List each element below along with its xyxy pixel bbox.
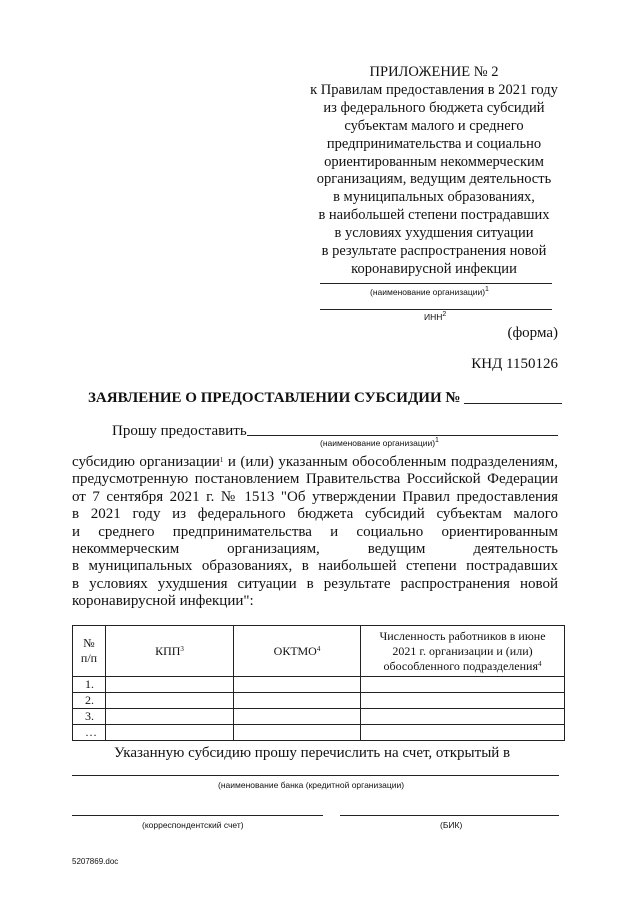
appendix-line: в результате распространения новой [321,243,547,260]
oktmo-cell[interactable] [234,725,361,741]
footnote-mark: 1 [219,456,224,464]
body-line: предусмотренную постановлением Правительства Российской Федерации [72,471,558,488]
footnote-mark: 2 [442,311,447,318]
appendix-line: предпринимательства и социально [326,135,542,152]
document-id: 5207869.doc [72,857,119,866]
employees-cell[interactable] [361,709,565,725]
kpp-cell[interactable] [106,709,234,725]
col-header-oktmo [234,626,361,677]
oktmo-cell[interactable] [234,677,361,693]
appendix-line: к Правилам предоставления в 2021 году [310,81,558,98]
row-number: 3. [73,709,106,725]
subdivisions-table [72,625,565,741]
col-header-kpp-text: КПП [155,643,181,658]
bik-caption: (БИК) [440,820,463,830]
inn-field[interactable] [320,309,552,310]
appendix-line: коронавирусной инфекции [351,260,517,277]
body-line: в муниципальных образованиях, в наибольшей степени пострадавших [72,558,558,575]
table-row [73,677,565,693]
body-line-start: субсидию организации [72,454,220,470]
body-line: в 2021 году из федерального бюджета субсидий субъектам малого [72,506,558,523]
body-line: коронавирусной инфекции": [72,593,254,610]
table-row [73,709,565,725]
appendix-line: ПРИЛОЖЕНИЕ № 2 [369,64,499,80]
org-name-caption [370,287,489,297]
appendix-header [300,64,568,279]
appendix-line: в наибольшей степени пострадавших [318,207,550,224]
employees-cell[interactable] [361,693,565,709]
kpp-cell[interactable] [106,693,234,709]
form-label: (форма) [507,325,558,341]
row-number: 2. [73,693,106,709]
employees-cell[interactable] [361,677,565,693]
inn-caption [424,312,446,322]
kpp-cell[interactable] [106,677,234,693]
appendix-line: из федерального бюджета субсидий [323,99,545,116]
body-line-rest: и (или) указанным обособленным подразделениям, [223,454,558,470]
body-line [72,454,558,471]
appendix-line: в муниципальных образованиях, [333,189,535,206]
table-header-row [73,626,565,677]
statement-title [88,389,562,407]
corr-account-field[interactable] [72,815,323,816]
oktmo-cell[interactable] [234,709,361,725]
inn-caption-text: ИНН [424,312,443,322]
footnote-mark: 1 [485,286,489,293]
transfer-text: Указанную субсидию прошу перечислить на счет, открытый в [114,745,511,761]
bank-caption: (наименование банка (кредитной организации) [218,780,405,790]
oktmo-cell[interactable] [234,693,361,709]
bank-name-field[interactable] [72,775,559,776]
bik-field[interactable] [340,815,559,816]
body-line: некоммерческим организациям, ведущим деятельность [72,541,558,558]
footnote-mark: 4 [316,644,321,653]
kpp-cell[interactable] [106,725,234,741]
knd-code: КНД 1150126 [471,356,558,372]
body-line: в условиях ухудшения ситуации в результате распространения новой [72,575,558,592]
org-name-field[interactable] [320,283,552,284]
footnote-mark: 1 [435,437,439,444]
col-header-number [73,626,106,677]
table-row [73,693,565,709]
col-header-employees-text: Численность работников в июне 2021 г. организации и (или) обособленного подразделения [379,628,546,673]
request-label: Прошу предоставить [112,423,247,439]
col-header-kpp [106,626,234,677]
table-row [73,725,565,741]
appendix-line: в условиях ухудшения ситуации [334,225,534,242]
statement-title-text: ЗАЯВЛЕНИЕ О ПРЕДОСТАВЛЕНИИ СУБСИДИИ № [88,390,461,406]
employees-cell[interactable] [361,725,565,741]
request-org-caption [320,438,439,448]
body-line: и среднего предпринимательства и социально ориентированным [72,523,558,540]
footnote-mark: 4 [537,659,542,668]
row-number: 1. [73,677,106,693]
col-header-number-text: № п/п [80,636,98,665]
statement-body [72,454,558,611]
corr-account-caption: (корреспондентский счет) [142,820,244,830]
body-line: от 7 сентября 2021 г. № 1513 "Об утверждении Правил предоставления [72,488,558,505]
request-caption-text: (наименование организации) [320,438,436,448]
row-number: … [73,725,106,741]
appendix-line: ориентированным некоммерческим [324,153,544,170]
org-name-caption-text: (наименование организации) [370,287,486,297]
footnote-mark: 3 [180,644,184,653]
col-header-employees [361,626,565,677]
request-org-field[interactable] [247,435,558,436]
appendix-line: организациям, ведущим деятельность [316,171,552,188]
appendix-line: субъектам малого и среднего [344,117,524,134]
statement-number-field[interactable] [464,389,562,404]
col-header-oktmo-text: ОКТМО [273,643,317,658]
